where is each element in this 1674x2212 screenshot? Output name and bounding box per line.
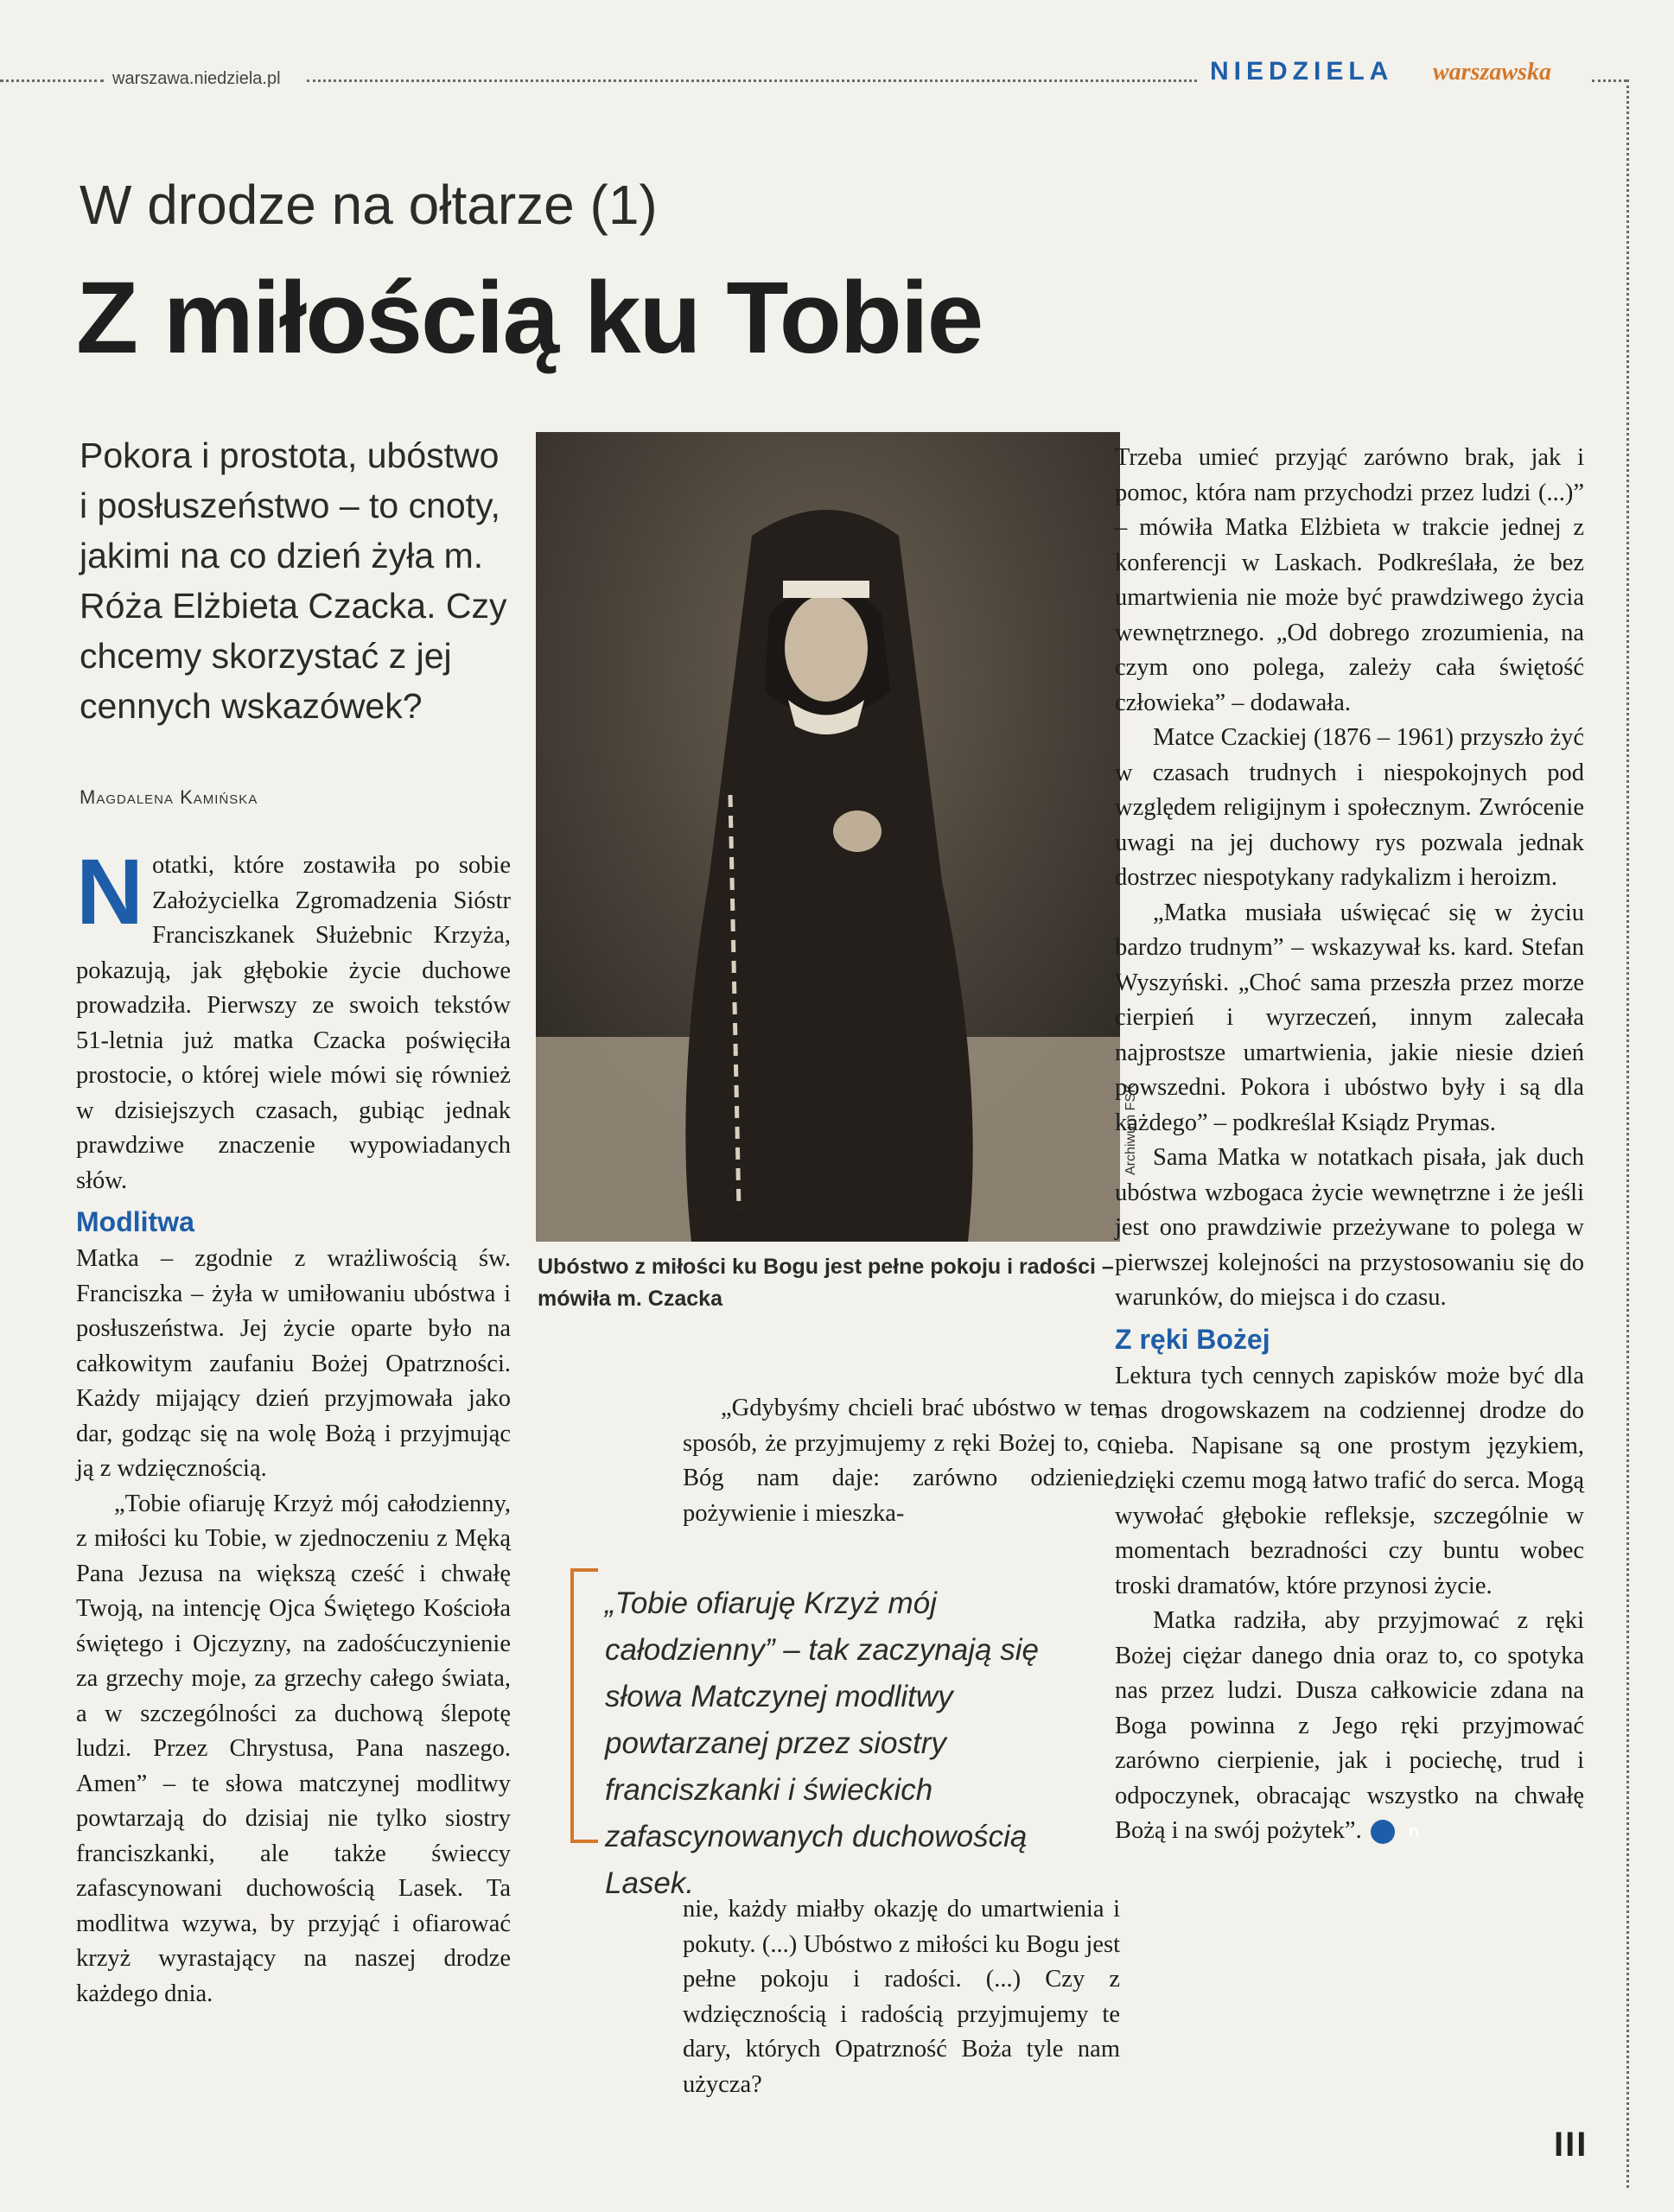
paragraph: Matka – zgodnie z wrażliwością św. Franciszka – żyła w umiłowaniu ubóstwa i posłuszeństwa. Jej życie oparte było na całkowitym zaufaniu Bożej Opatrzności. Każdy mijający dzień przyjmowała jako dar, godząc się na wolę Bożą i przyjmując ją z wdzięcznością. <box>76 1245 511 1482</box>
pull-quote-bracket <box>570 1568 598 1843</box>
paragraph-text: otatki, które zostawiła po sobie Założycielka Zgromadzenia Sióstr Franciszkanek Służebnic Krzyża, pokazują, jak głębokie życie duchowe prowadziła. Pierwszy ze swoich tekstów 51-letnia już matka Czacka poświęciła prostocie, o której wiele mówi się również w dzisiejszych czasach, gubiąc jednak prawdziwe znaczenie wypowiadanych słów. <box>76 852 511 1194</box>
article-author: Magdalena Kamińska <box>80 786 258 808</box>
article-photo <box>536 432 1120 1242</box>
paragraph-text: Matka radziła, aby przyjmować z ręki Bożej ciężar danego dnia oraz to, co spotyka nas przez ludzi. Dusza całkowicie zdana na Boga powinna z Jego ręki przyjmować zarówno cierpienie, jak i pociechę, trud i odpoczynek, obracając wszystko na chwałę Bożą i na swój pożytek”. <box>1115 1607 1584 1844</box>
paragraph: „Matka musiała uświęcać się w życiu bardzo trudnym” – wskazywał ks. kard. Stefan Wyszyński. „Choć sama przeszła przez morze cierpień i wyrzeczeń, innym zalecała najprostsze umartwienia, jakie niesie dzień powszedni. Pokora i ubóstwo były i są dla każdego” – podkreślał Ksiądz Prymas. <box>1115 899 1584 1136</box>
paragraph: nie, każdy miałby okazję do umartwienia i pokuty. (...) Ubóstwo z miłości ku Bogu jest pełne pokoju i radości. (...) Czy z wdzięcznością i radością przyjmujemy te dary, których Opatrzność Boża tyle nam użycza? <box>683 1896 1120 2098</box>
subhead-z-reki-bozej: Z ręki Bożej <box>1115 1323 1270 1355</box>
article-column-3 <box>1115 441 1584 1849</box>
end-of-article-icon: n <box>1371 1820 1395 1844</box>
paragraph: „Tobie ofiaruję Krzyż mój całodzienny, z miłości ku Tobie, w zjednoczeniu z Męką Pana Jezusa na większą cześć i chwałę Twoją, na intencję Ojca Świętego Kościoła świętego i Ojczyzny, na zadośćuczynienie za grzechy moje, za grzechy całego świata, a w szczególności za duchową ślepotę ludzi. Przez Chrystusa, Pana naszego. Amen” – te słowa matczynej modlitwy powtarzają do dzisiaj nie tylko siostry franciszkanki, ale także świeccy zafascynowani duchowością Lasek. Ta modlitwa wzywa, by przyjąć i ofiarować krzyż wyrastający na naszej drodze każdego dnia. <box>76 1490 511 2007</box>
drop-cap: N <box>76 839 143 944</box>
article-kicker: W drodze na ołtarze (1) <box>80 174 658 236</box>
paragraph <box>1115 1604 1584 1849</box>
article-lead: Pokora i prostota, ubóstwo i posłuszeństwo – to cnoty, jakimi na co dzień żyła m. Róża Elżbieta Czacka. Czy chcemy skorzystać z jej cennych wskazówek? <box>80 435 507 726</box>
paragraph: Sama Matka w notatkach pisała, jak duch ubóstwa wzbogaca życie wewnętrzne i że jeśli jest ono prawdziwie przeżywane to polega w pierwszej kolejności na przystosowaniu się do warunków, do miejsca i do czasu. <box>1115 1144 1584 1311</box>
paragraph <box>76 839 511 1198</box>
header-dotted-rule-left <box>0 79 104 82</box>
paragraph: Trzeba umieć przyjąć zarówno brak, jak i pomoc, która nam przychodzi przez ludzi (...)” – mówiła Matka Elżbieta w trakcie jednej z konferencji w Laskach. Podkreślała, że bez umartwienia nie może być prawdziwego życia wewnętrznego. „Od dobrego zrozumienia, na czym ono polega, zależy cała świętość człowieka” – dodawała. <box>1115 444 1584 716</box>
article-column-1 <box>76 839 511 2012</box>
photo-credit: Archiwum FSK <box>1123 1084 1138 1175</box>
header-dotted-rule-right <box>1592 79 1626 82</box>
paragraph: „Gdybyśmy chcieli brać ubóstwo w ten sposób, że przyjmujemy z ręki Bożej to, co Bóg nam daje: zarówno odzienie, pożywienie i mieszka- <box>683 1395 1120 1527</box>
header-dotted-rule-middle <box>307 79 1197 82</box>
paragraph: Matce Czackiej (1876 – 1961) przyszło żyć w czasach trudnych i niespokojnych pod względem religijnym i społecznym. Zwrócenie uwagi na jej duchowy rys pozwala jednak dostrzec niespotykany radykalizm i heroizm. <box>1115 724 1584 891</box>
photo-caption: Ubóstwo z miłości ku Bogu jest pełne pokoju i radości – mówiła m. Czacka <box>538 1255 1114 1311</box>
page-number: III <box>1554 2126 1588 2164</box>
magazine-brand: NIEDZIELA <box>1210 57 1394 86</box>
pull-quote: „Tobie ofiaruję Krzyż mój całodzienny” – tak zaczynają się słowa Matczynej modlitwy powtarzanej przez siostry franciszkanki i świeckich zafascynowanych duchowością Lasek. <box>605 1586 1039 1900</box>
site-url: warszawa.niedziela.pl <box>112 69 281 88</box>
page-edge-dotted-rule <box>1626 79 1629 2188</box>
article-column-2-bottom <box>683 1892 1120 2102</box>
magazine-edition: warszawska <box>1433 59 1551 86</box>
paragraph: Lektura tych cennych zapisków może być dla nas drogowskazem na codziennej drodze do nieba. Napisane są one prostym językiem, dzięki czemu mogą łatwo trafić do serca. Mogą wywołać głębokie refleksje, szczególnie w momentach bezradności czy buntu wobec troski dramatów, które przynosi życie. <box>1115 1362 1584 1599</box>
article-column-2-top <box>683 1391 1120 1531</box>
subhead-modlitwa: Modlitwa <box>76 1206 194 1237</box>
article-title: Z miłością ku Tobie <box>76 261 983 375</box>
nun-portrait-image <box>536 432 1120 1242</box>
